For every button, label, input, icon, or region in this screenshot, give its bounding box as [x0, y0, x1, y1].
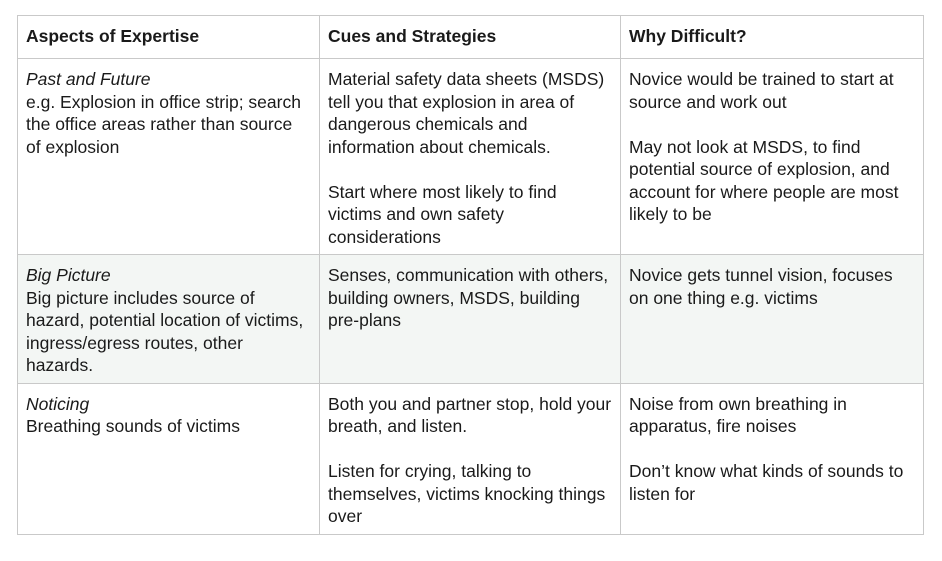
aspect-cell [18, 383, 320, 534]
cue-text: Start where most likely to find victims and own safety considerations [328, 181, 557, 247]
difficulty-cell [621, 255, 924, 384]
header-aspects-of-expertise: Aspects of Expertise [18, 16, 320, 59]
difficulty-cell [621, 59, 924, 255]
table-row [18, 383, 924, 534]
difficulty-text: Novice would be trained to start at source and work out [629, 69, 894, 112]
aspect-text: e.g. Explosion in office strip; search the office areas rather than source of explosion [26, 91, 301, 157]
difficulty-text: Novice gets tunnel vision, focuses on one thing e.g. victims [629, 265, 893, 308]
cue-text: Both you and partner stop, hold your breath, and listen. [328, 393, 612, 436]
cue-text: Listen for crying, talking to themselves, victims knocking things over [328, 461, 606, 526]
aspect-title: Past and Future [26, 69, 151, 89]
difficulty-cell [621, 383, 924, 534]
difficulty-text: Noise from own breathing in apparatus, fire noises [629, 393, 847, 436]
aspect-text: Big picture includes source of hazard, potential location of victims, ingress/egress routes, other hazards. [26, 287, 304, 375]
cues-cell [320, 255, 621, 384]
header-cues-and-strategies: Cues and Strategies [320, 16, 621, 59]
table-row [18, 59, 924, 255]
aspect-cell [18, 255, 320, 384]
header-why-difficult: Why Difficult? [621, 16, 924, 59]
cue-text: Senses, communication with others, building owners, MSDS, building pre-plans [328, 265, 609, 330]
aspect-cell [18, 59, 320, 255]
table-header-row [18, 16, 924, 59]
expertise-table [17, 15, 924, 535]
aspect-text: Breathing sounds of victims [26, 416, 240, 436]
table-row [18, 255, 924, 384]
aspect-title: Noticing [26, 393, 90, 414]
difficulty-text: May not look at MSDS, to find potential source of explosion, and account for where people are most likely to be [629, 136, 899, 224]
cues-cell [320, 59, 621, 255]
difficulty-text: Don’t know what kinds of sounds to listen for [629, 461, 904, 504]
cue-text: Material safety data sheets (MSDS) tell you that explosion in area of dangerous chemicals and information about chemicals. [328, 69, 605, 157]
aspect-title: Big Picture [26, 265, 111, 285]
cues-cell [320, 383, 621, 534]
